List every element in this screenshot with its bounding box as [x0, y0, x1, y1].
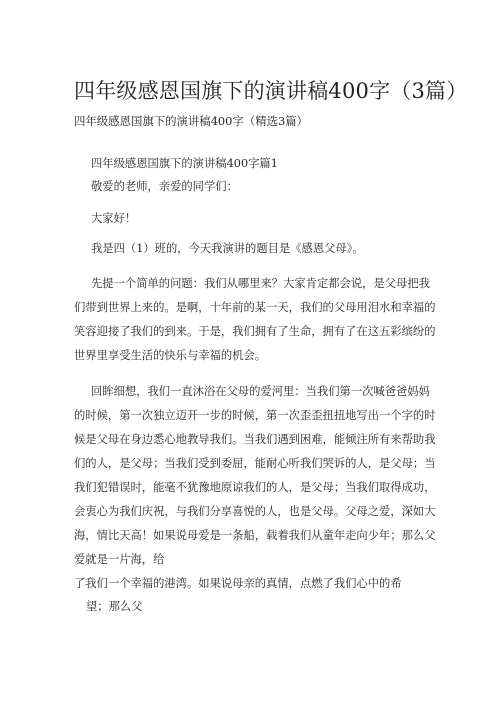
intro-line: 我是四（1）班的，今天我演讲的题目是《感恩父母》。 — [91, 242, 364, 255]
paragraph1-line: 先提一个简单的问题：我们从哪里来？大家肯定都会说，是父母把我 — [91, 277, 430, 290]
document-subtitle: 四年级感恩国旗下的演讲稿400字（精选3篇） — [74, 114, 309, 128]
paragraph1-line: 笑容迎接了我们的到来。于是，我们拥有了生命，拥有了在这五彩缤纷的 — [74, 325, 436, 338]
paragraph3-line: 望；那么父 — [86, 600, 143, 613]
paragraph1-line: 们带到世界上来的。是啊，十年前的某一天，我们的父母用泪水和幸福的 — [74, 301, 436, 314]
hello-line: 大家好！ — [91, 212, 137, 225]
paragraph2-line: 爱就是一片海，给 — [74, 553, 165, 566]
paragraph2-line: 回眸细想，我们一直沐浴在父母的爱河里：当我们第一次喊爸爸妈妈 — [91, 385, 430, 398]
paragraph1-line: 世界里享受生活的快乐与幸福的机会。 — [74, 349, 267, 362]
paragraph3-line: 了我们一个幸福的港湾。如果说母亲的真情，点燃了我们心中的希 — [74, 577, 402, 590]
paragraph2-line: 们的人，是父母；当我们受到委屈，能耐心听我们哭诉的人，是父母；当 — [74, 457, 436, 470]
paragraph2-line: 我们犯错误时，能毫不犹豫地原谅我们的人，是父母；当我们取得成功， — [74, 481, 436, 494]
paragraph2-line: 会衷心为我们庆祝，与我们分享喜悦的人，也是父母。父母之爱，深如大 — [74, 505, 436, 518]
document-title: 四年级感恩国旗下的演讲稿400字（3篇） — [74, 79, 468, 103]
paragraph2-line: 海，情比天高！如果说母爱是一条船，载着我们从童年走向少年；那么父 — [74, 529, 436, 542]
greeting: 敬爱的老师，亲爱的同学们： — [91, 180, 238, 193]
paragraph2-line: 候是父母在身边悉心地教导我们。当我们遇到困难，能倾注所有来帮助我 — [74, 433, 436, 446]
section-heading: 四年级感恩国旗下的演讲稿400字篇1 — [91, 157, 278, 170]
paragraph2-line: 的时候，第一次独立迈开一步的时候，第一次歪歪扭扭地写出一个字的时 — [74, 409, 436, 422]
